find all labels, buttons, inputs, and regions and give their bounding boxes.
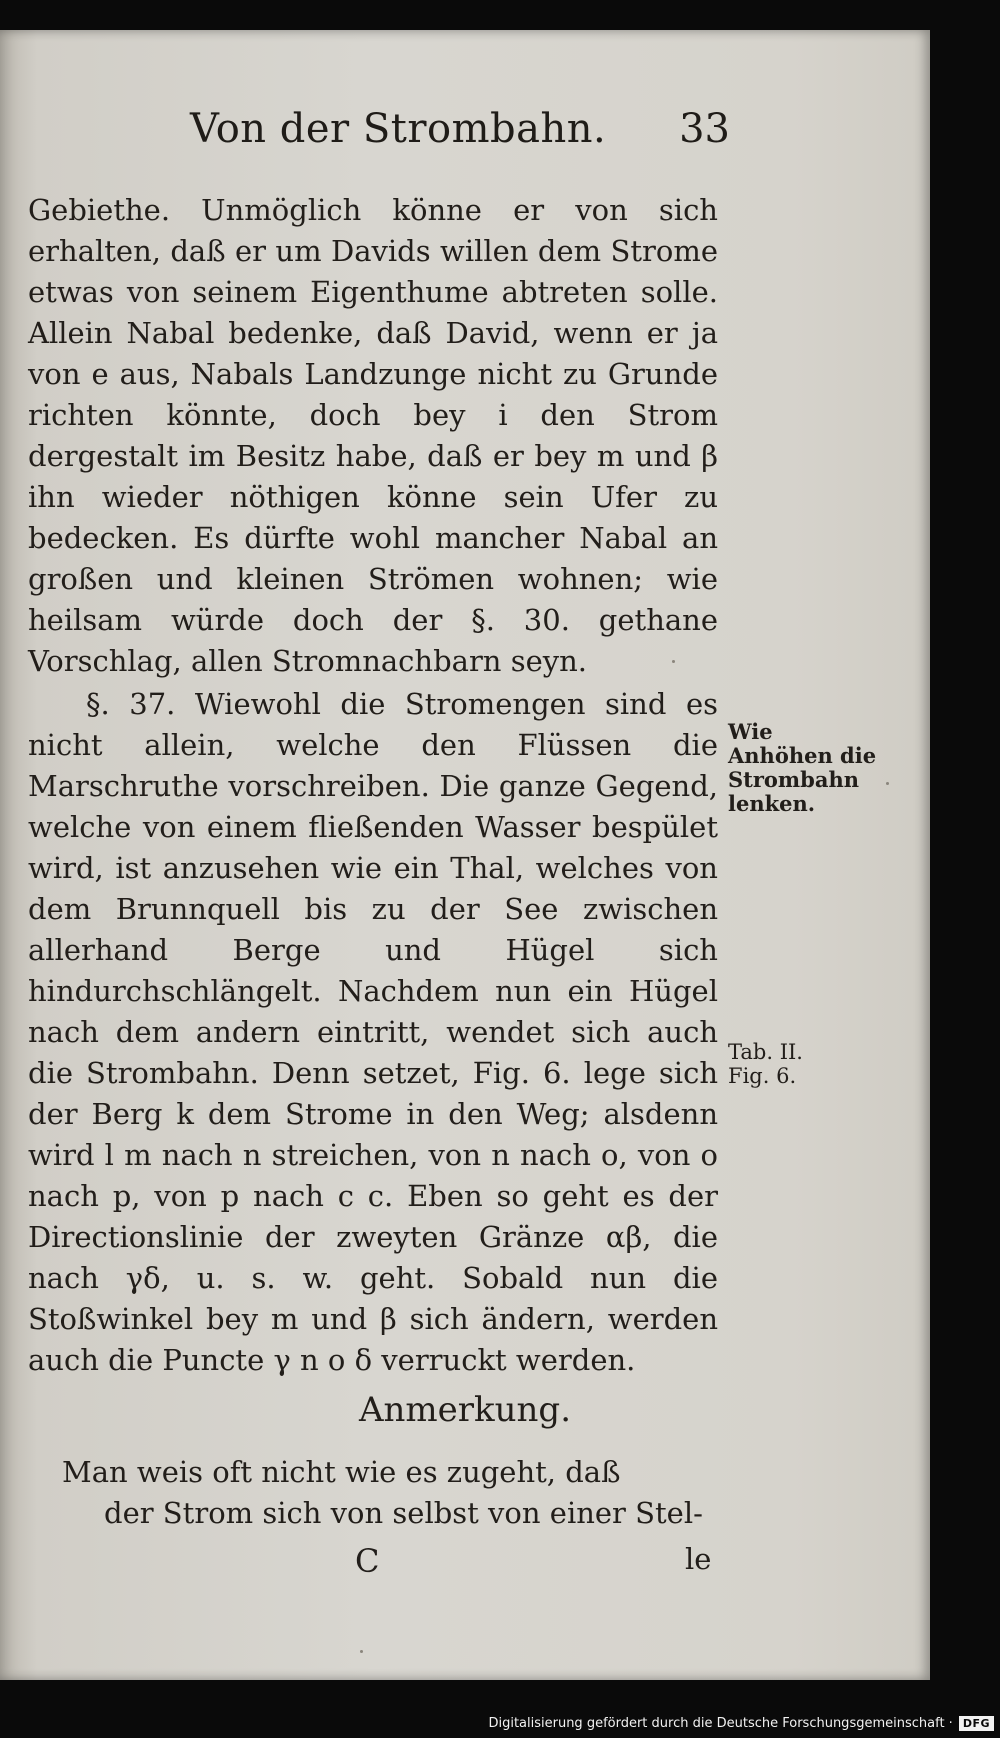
catchword: le	[685, 1542, 712, 1576]
margin-note-heights: Wie Anhöhen die Strombahn lenken.	[728, 719, 877, 816]
main-text	[28, 190, 718, 1381]
digitization-footer	[488, 1712, 994, 1734]
footer-credit: Digitalisierung gefördert durch die Deutsche Forschungsgemeinschaft ·	[488, 1715, 953, 1731]
book-page	[0, 30, 930, 1680]
signature-mark: C	[355, 1542, 380, 1580]
annotation-line-2-text: der Strom sich von selbst von einer Stel-	[104, 1496, 703, 1530]
annotation-line-2	[62, 1493, 717, 1534]
paper-speck	[886, 782, 889, 785]
page-number: 33	[679, 106, 730, 152]
annotation-heading: Anmerkung.	[358, 1390, 572, 1430]
annotation-line-1: Man weis oft nicht wie es zugeht, daß	[62, 1455, 621, 1489]
paper-speck	[672, 660, 675, 663]
paragraph-2: §. 37. Wiewohl die Stromengen sind es nicht allein, welche den Flüssen die Marschruthe vorschreiben. Die ganze Gegend, welche von einem fließenden Wasser bespület wird, ist anzusehen wie ein Thal, welches von dem Brunnquell bis zu der See zwischen allerhand Berge und Hügel sich hindurchschlängelt. Nachdem nun ein Hügel nach dem andern eintritt, wendet sich auch die Strombahn. Denn setzet, Fig. 6. lege sich der Berg k dem Strome in den Weg; alsdenn wird l m nach n streichen, von n nach o, von o nach p, von p nach c c. Eben so geht es der Directionslinie der zweyten Gränze αβ, die nach γδ, u. s. w. geht. Sobald nun die Stoßwinkel bey m und β sich ändern, werden auch die Puncte γ n o δ verruckt werden.	[28, 687, 718, 1377]
paper-speck	[360, 1650, 363, 1653]
margin-note-tab: Tab. II.	[728, 1040, 803, 1064]
paragraph-1: Gebiethe. Unmöglich könne er von sich erhalten, daß er um Davids willen dem Strome etwas von seinem Eigenthume abtreten solle. Allein Nabal bedenke, daß David, wenn er ja von e aus, Nabals Landzunge nicht zu Grunde richten könnte, doch bey i den Strom dergestalt im Besitz habe, daß er bey m und β ihn wieder nöthigen könne sein Ufer zu bedecken. Es dürfte wohl mancher Nabal an großen und kleinen Strömen wohnen; wie heilsam würde doch der §. 30. gethane Vorschlag, allen Stromnachbarn seyn.	[28, 193, 718, 678]
margin-note-figure-ref	[728, 1040, 878, 1088]
margin-note-fig: Fig. 6.	[728, 1064, 797, 1088]
dfg-logo: DFG	[959, 1716, 994, 1731]
running-header	[190, 102, 730, 162]
annotation-text	[62, 1452, 717, 1534]
running-title: Von der Strombahn.	[190, 106, 607, 152]
